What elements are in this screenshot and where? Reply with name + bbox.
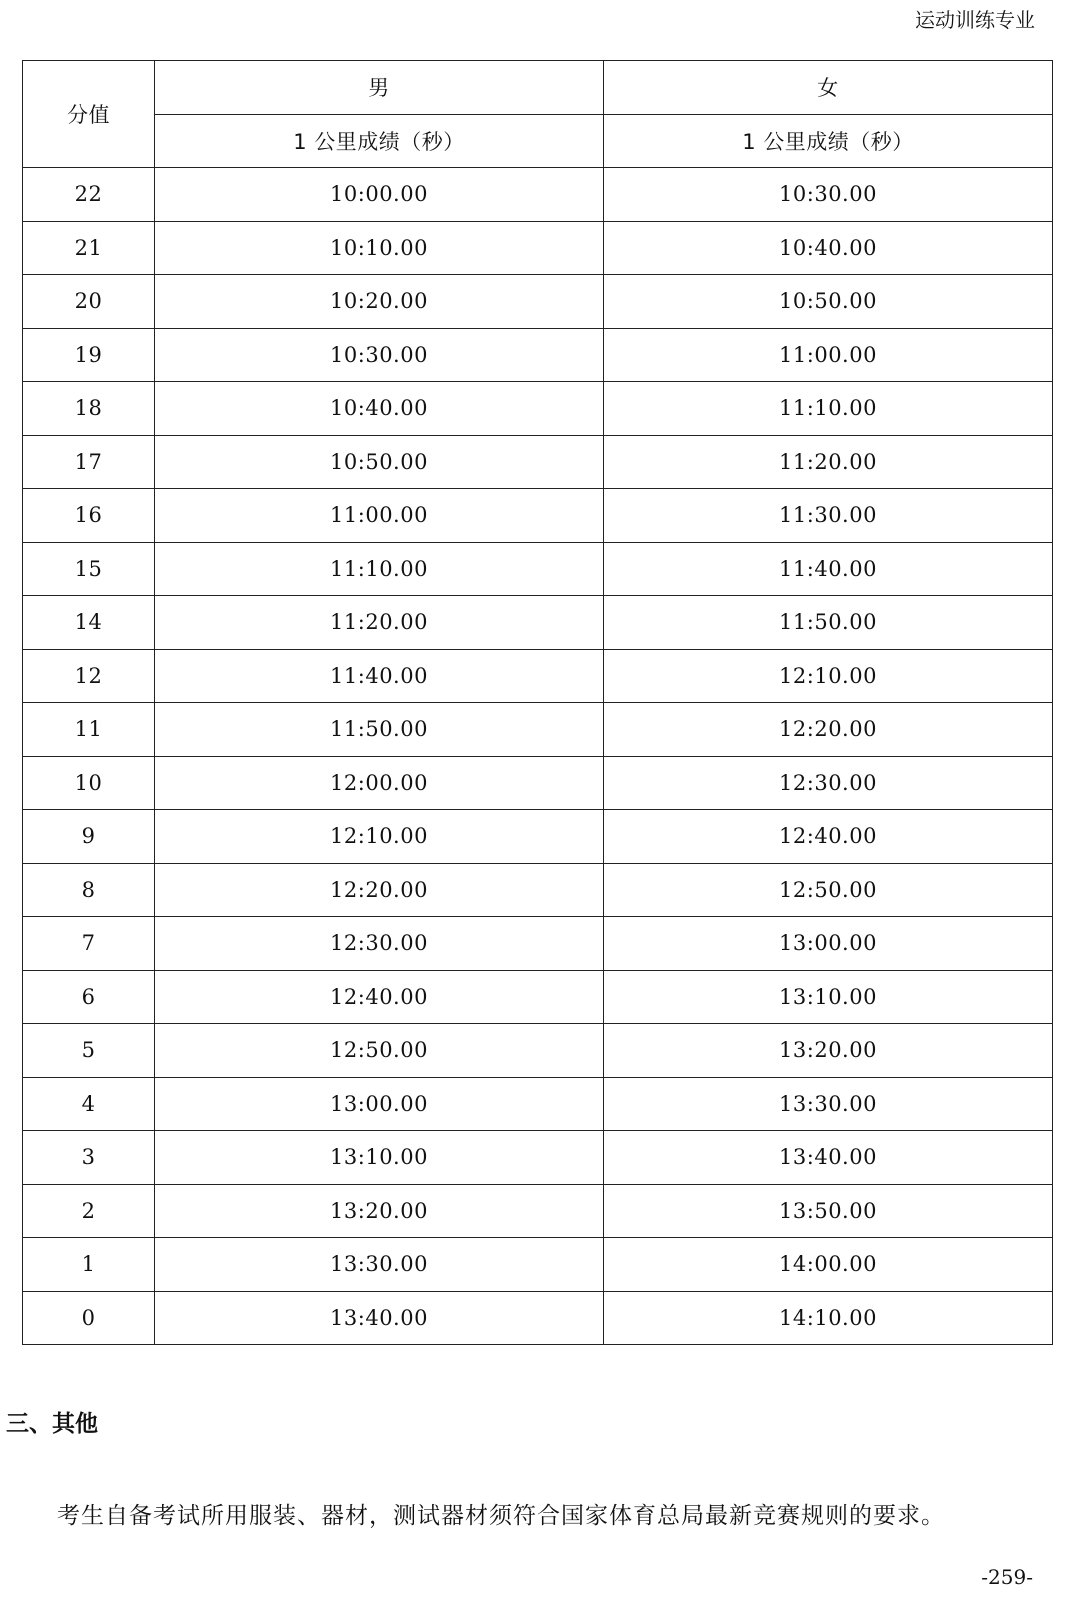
table-row: [23, 703, 1053, 757]
subheader-male: 1 公里成绩（秒）: [155, 114, 604, 168]
cell-female: 11:50.00: [604, 596, 1053, 650]
cell-score: 20: [23, 275, 155, 329]
table-row: [23, 1291, 1053, 1345]
cell-score: 17: [23, 435, 155, 489]
cell-female: 12:10.00: [604, 649, 1053, 703]
cell-score: 8: [23, 863, 155, 917]
cell-male: 12:20.00: [155, 863, 604, 917]
cell-male: 12:30.00: [155, 917, 604, 971]
table-row: [23, 221, 1053, 275]
cell-female: 11:20.00: [604, 435, 1053, 489]
cell-female: 13:30.00: [604, 1077, 1053, 1131]
cell-score: 11: [23, 703, 155, 757]
table-row: [23, 863, 1053, 917]
cell-female: 12:50.00: [604, 863, 1053, 917]
cell-male: 13:00.00: [155, 1077, 604, 1131]
table-row: [23, 328, 1053, 382]
table-row: [23, 596, 1053, 650]
cell-score: 16: [23, 489, 155, 543]
cell-female: 11:30.00: [604, 489, 1053, 543]
table-header-row: [23, 61, 1053, 115]
table-row: [23, 435, 1053, 489]
cell-score: 2: [23, 1184, 155, 1238]
table-row: [23, 917, 1053, 971]
cell-score: 21: [23, 221, 155, 275]
table-row: [23, 970, 1053, 1024]
cell-female: 12:40.00: [604, 810, 1053, 864]
cell-score: 4: [23, 1077, 155, 1131]
cell-female: 12:20.00: [604, 703, 1053, 757]
table-subheader-row: [23, 114, 1053, 168]
table-row: [23, 810, 1053, 864]
table-row: [23, 1024, 1053, 1078]
cell-female: 13:40.00: [604, 1131, 1053, 1185]
header-score: 分值: [23, 61, 155, 168]
cell-male: 12:50.00: [155, 1024, 604, 1078]
cell-female: 14:10.00: [604, 1291, 1053, 1345]
table-row: [23, 382, 1053, 436]
table-row: [23, 649, 1053, 703]
cell-male: 13:20.00: [155, 1184, 604, 1238]
cell-score: 7: [23, 917, 155, 971]
cell-male: 13:10.00: [155, 1131, 604, 1185]
cell-female: 11:00.00: [604, 328, 1053, 382]
cell-male: 11:20.00: [155, 596, 604, 650]
table-row: [23, 756, 1053, 810]
cell-female: 10:50.00: [604, 275, 1053, 329]
cell-male: 10:40.00: [155, 382, 604, 436]
cell-score: 14: [23, 596, 155, 650]
cell-female: 13:20.00: [604, 1024, 1053, 1078]
cell-score: 12: [23, 649, 155, 703]
cell-score: 15: [23, 542, 155, 596]
table-row: [23, 489, 1053, 543]
table-row: [23, 1184, 1053, 1238]
header-male: 男: [155, 61, 604, 115]
cell-score: 3: [23, 1131, 155, 1185]
cell-score: 10: [23, 756, 155, 810]
cell-female: 10:30.00: [604, 168, 1053, 222]
cell-male: 13:30.00: [155, 1238, 604, 1292]
cell-male: 13:40.00: [155, 1291, 604, 1345]
cell-female: 13:10.00: [604, 970, 1053, 1024]
table-row: [23, 542, 1053, 596]
cell-male: 10:00.00: [155, 168, 604, 222]
cell-male: 11:10.00: [155, 542, 604, 596]
cell-male: 11:40.00: [155, 649, 604, 703]
cell-score: 0: [23, 1291, 155, 1345]
table-body: [23, 168, 1053, 1345]
body-paragraph: 考生自备考试所用服装、器材，测试器材须符合国家体育总局最新竞赛规则的要求。: [57, 1503, 945, 1529]
cell-score: 22: [23, 168, 155, 222]
cell-male: 10:10.00: [155, 221, 604, 275]
table-row: [23, 1238, 1053, 1292]
cell-male: 10:30.00: [155, 328, 604, 382]
page-number: -259-: [981, 1565, 1033, 1589]
cell-male: 11:50.00: [155, 703, 604, 757]
table-row: [23, 1077, 1053, 1131]
cell-score: 19: [23, 328, 155, 382]
cell-male: 12:40.00: [155, 970, 604, 1024]
cell-male: 10:20.00: [155, 275, 604, 329]
header-female: 女: [604, 61, 1053, 115]
score-table: [22, 60, 1053, 1345]
cell-female: 13:00.00: [604, 917, 1053, 971]
cell-female: 12:30.00: [604, 756, 1053, 810]
section-title: 三、其他: [6, 1411, 98, 1437]
cell-male: 12:00.00: [155, 756, 604, 810]
cell-score: 5: [23, 1024, 155, 1078]
table-row: [23, 275, 1053, 329]
table-row: [23, 1131, 1053, 1185]
cell-score: 1: [23, 1238, 155, 1292]
cell-female: 14:00.00: [604, 1238, 1053, 1292]
table-row: [23, 168, 1053, 222]
cell-female: 11:40.00: [604, 542, 1053, 596]
cell-male: 12:10.00: [155, 810, 604, 864]
cell-female: 10:40.00: [604, 221, 1053, 275]
subheader-female: 1 公里成绩（秒）: [604, 114, 1053, 168]
cell-score: 18: [23, 382, 155, 436]
cell-female: 11:10.00: [604, 382, 1053, 436]
cell-male: 11:00.00: [155, 489, 604, 543]
running-header: 运动训练专业: [915, 8, 1035, 32]
cell-female: 13:50.00: [604, 1184, 1053, 1238]
cell-score: 9: [23, 810, 155, 864]
cell-score: 6: [23, 970, 155, 1024]
cell-male: 10:50.00: [155, 435, 604, 489]
